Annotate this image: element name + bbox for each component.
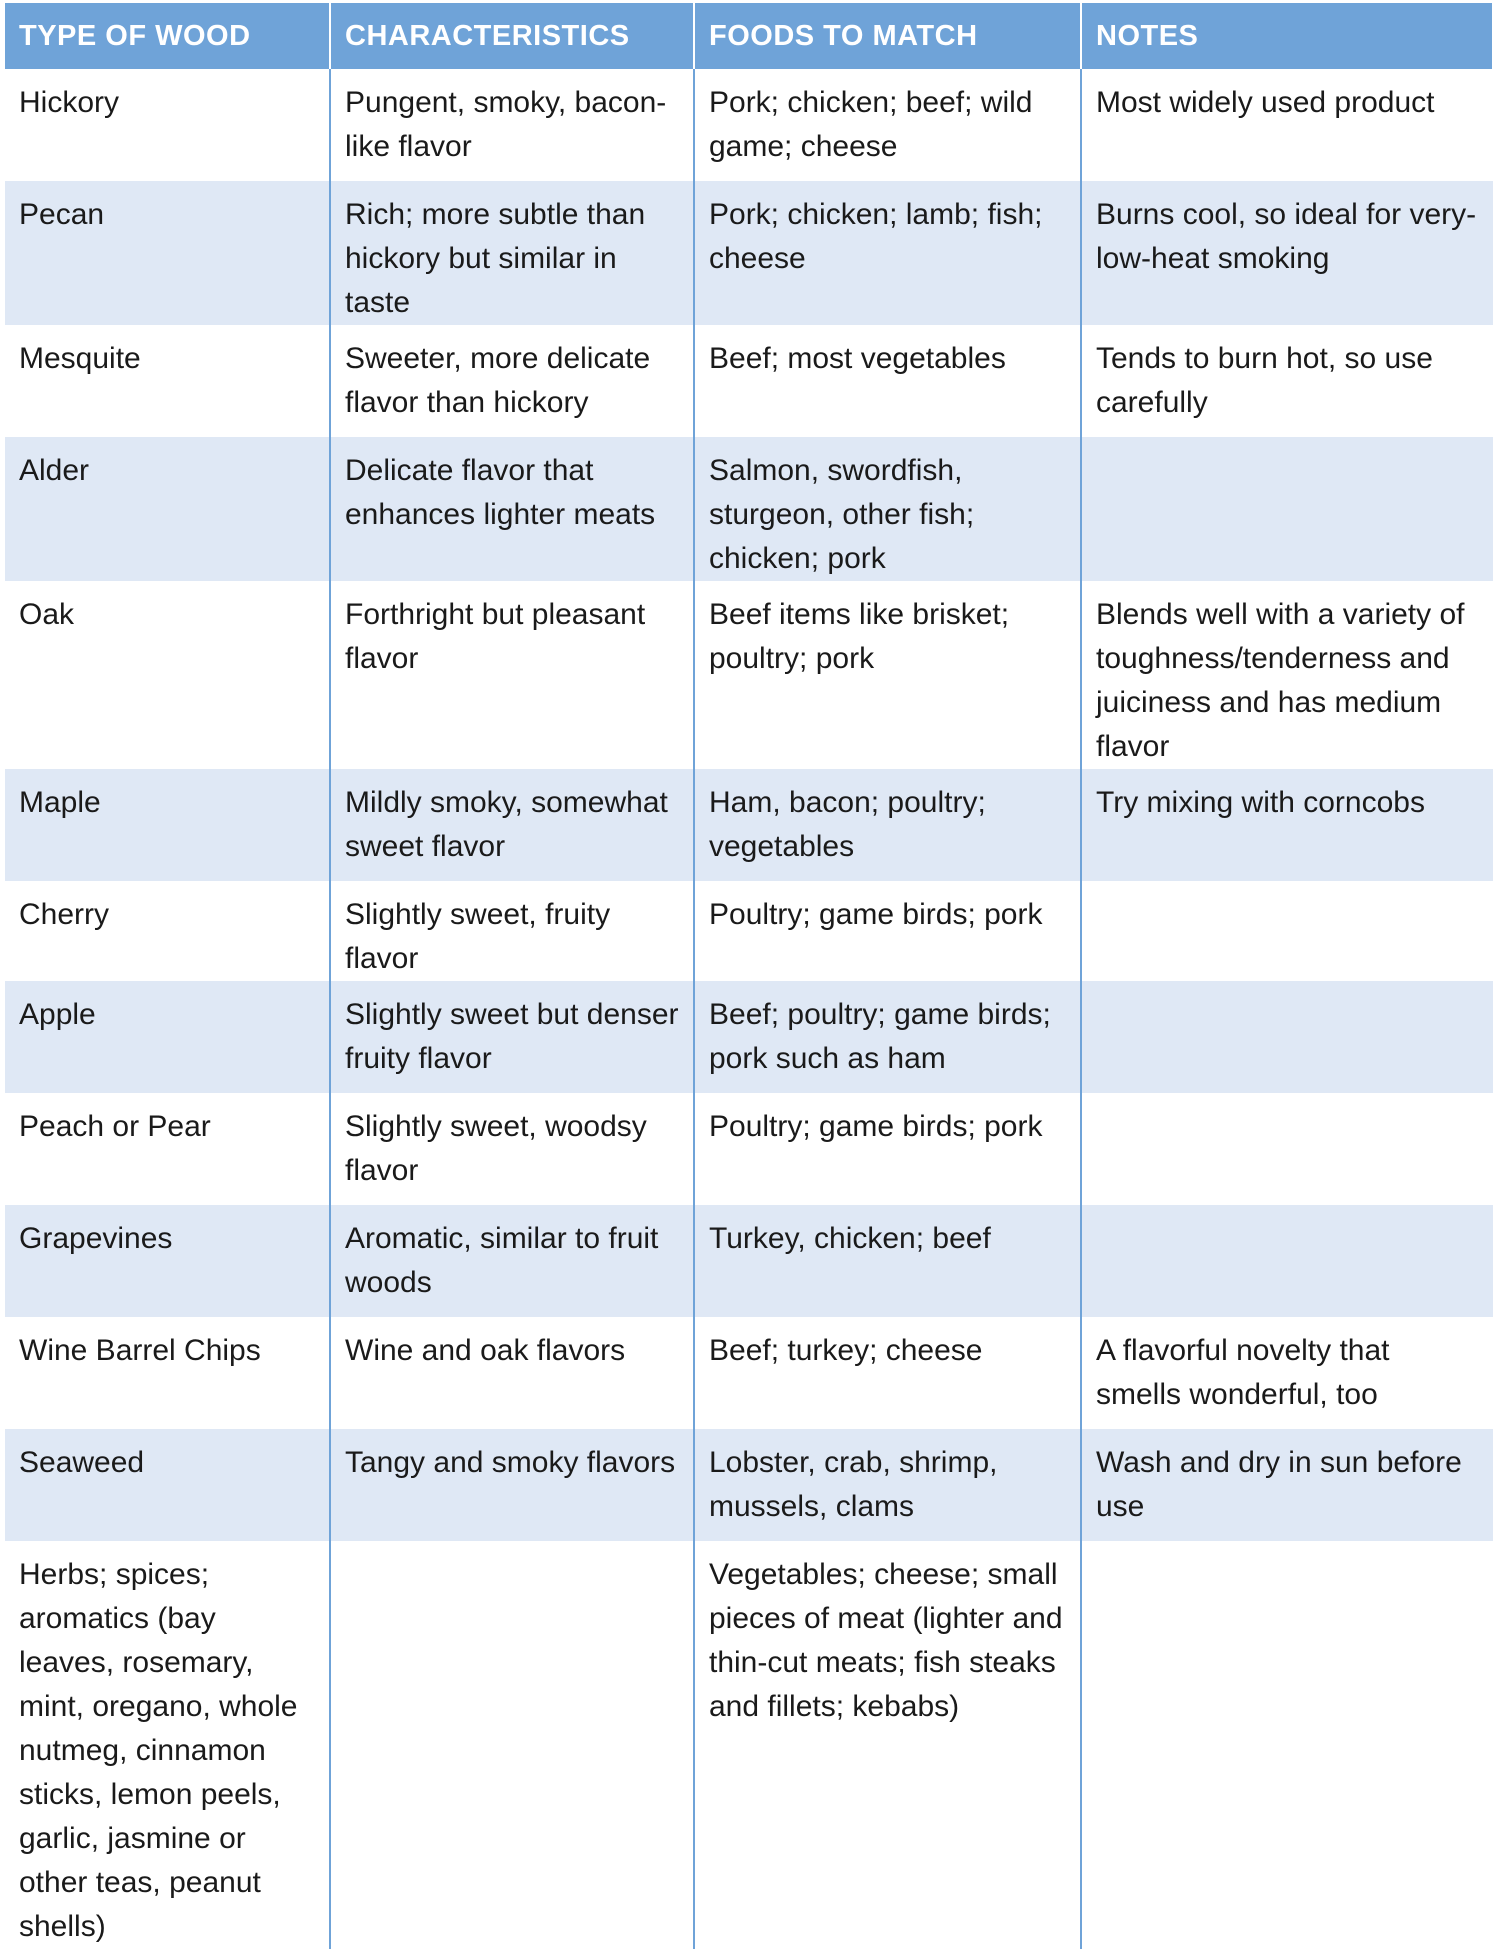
cell-foods: Ham, bacon; poultry; vegetables	[694, 769, 1081, 881]
cell-notes	[1081, 437, 1493, 581]
table-row	[5, 581, 1493, 769]
header-foods-to-match: FOODS TO MATCH	[694, 3, 1081, 69]
table-row	[5, 881, 1493, 981]
cell-characteristics: Delicate flavor that enhances lighter meats	[330, 437, 694, 581]
cell-notes: A flavorful novelty that smells wonderful, too	[1081, 1317, 1493, 1429]
cell-foods: Lobster, crab, shrimp, mussels, clams	[694, 1429, 1081, 1541]
cell-wood: Herbs; spices; aromatics (bay leaves, rosemary, mint, oregano, whole nutmeg, cinnamon sticks, lemon peels, garlic, jasmine or other teas, peanut shells)	[5, 1541, 330, 1949]
table-row	[5, 1205, 1493, 1317]
cell-foods: Turkey, chicken; beef	[694, 1205, 1081, 1317]
cell-foods: Poultry; game birds; pork	[694, 881, 1081, 981]
cell-notes: Wash and dry in sun before use	[1081, 1429, 1493, 1541]
cell-notes	[1081, 981, 1493, 1093]
cell-wood: Mesquite	[5, 325, 330, 437]
cell-notes: Try mixing with corncobs	[1081, 769, 1493, 881]
cell-characteristics: Slightly sweet but denser fruity flavor	[330, 981, 694, 1093]
cell-characteristics: Slightly sweet, woodsy flavor	[330, 1093, 694, 1205]
cell-wood: Grapevines	[5, 1205, 330, 1317]
cell-characteristics: Tangy and smoky flavors	[330, 1429, 694, 1541]
cell-notes: Burns cool, so ideal for very-low-heat smoking	[1081, 181, 1493, 325]
table-row	[5, 1541, 1493, 1949]
table-row	[5, 769, 1493, 881]
table-row	[5, 981, 1493, 1093]
header-type-of-wood: TYPE OF WOOD	[5, 3, 330, 69]
header-characteristics: CHARACTERISTICS	[330, 3, 694, 69]
cell-characteristics: Wine and oak flavors	[330, 1317, 694, 1429]
table-row	[5, 325, 1493, 437]
cell-characteristics: Aromatic, similar to fruit woods	[330, 1205, 694, 1317]
cell-wood: Pecan	[5, 181, 330, 325]
cell-wood: Hickory	[5, 69, 330, 181]
table-row	[5, 437, 1493, 581]
cell-foods: Beef; poultry; game birds; pork such as ham	[694, 981, 1081, 1093]
cell-wood: Oak	[5, 581, 330, 769]
cell-wood: Peach or Pear	[5, 1093, 330, 1205]
cell-notes: Blends well with a variety of toughness/tenderness and juiciness and has medium flavor	[1081, 581, 1493, 769]
cell-wood: Seaweed	[5, 1429, 330, 1541]
cell-characteristics: Forthright but pleasant flavor	[330, 581, 694, 769]
cell-notes	[1081, 1205, 1493, 1317]
cell-wood: Wine Barrel Chips	[5, 1317, 330, 1429]
cell-foods: Pork; chicken; lamb; fish; cheese	[694, 181, 1081, 325]
cell-foods: Poultry; game birds; pork	[694, 1093, 1081, 1205]
cell-notes	[1081, 1093, 1493, 1205]
cell-notes	[1081, 881, 1493, 981]
cell-foods: Beef; most vegetables	[694, 325, 1081, 437]
header-row	[5, 3, 1493, 69]
table-row	[5, 1317, 1493, 1429]
cell-characteristics: Rich; more subtle than hickory but similar in taste	[330, 181, 694, 325]
table-row	[5, 1093, 1493, 1205]
cell-notes	[1081, 1541, 1493, 1949]
cell-characteristics: Slightly sweet, fruity flavor	[330, 881, 694, 981]
cell-wood: Maple	[5, 769, 330, 881]
cell-wood: Cherry	[5, 881, 330, 981]
cell-foods: Beef; turkey; cheese	[694, 1317, 1081, 1429]
table-header	[5, 3, 1493, 69]
cell-characteristics: Sweeter, more delicate flavor than hickory	[330, 325, 694, 437]
table-row	[5, 181, 1493, 325]
cell-foods: Vegetables; cheese; small pieces of meat (lighter and thin-cut meats; fish steaks and fillets; kebabs)	[694, 1541, 1081, 1949]
cell-foods: Pork; chicken; beef; wild game; cheese	[694, 69, 1081, 181]
table-body	[5, 69, 1493, 1949]
cell-wood: Apple	[5, 981, 330, 1093]
cell-wood: Alder	[5, 437, 330, 581]
wood-pairing-table	[5, 3, 1494, 1949]
header-notes: NOTES	[1081, 3, 1493, 69]
table-row	[5, 1429, 1493, 1541]
cell-characteristics: Pungent, smoky, bacon-like flavor	[330, 69, 694, 181]
cell-characteristics	[330, 1541, 694, 1949]
table-row	[5, 69, 1493, 181]
cell-foods: Salmon, swordfish, sturgeon, other fish; chicken; pork	[694, 437, 1081, 581]
cell-characteristics: Mildly smoky, somewhat sweet flavor	[330, 769, 694, 881]
cell-notes: Most widely used product	[1081, 69, 1493, 181]
cell-foods: Beef items like brisket; poultry; pork	[694, 581, 1081, 769]
cell-notes: Tends to burn hot, so use carefully	[1081, 325, 1493, 437]
